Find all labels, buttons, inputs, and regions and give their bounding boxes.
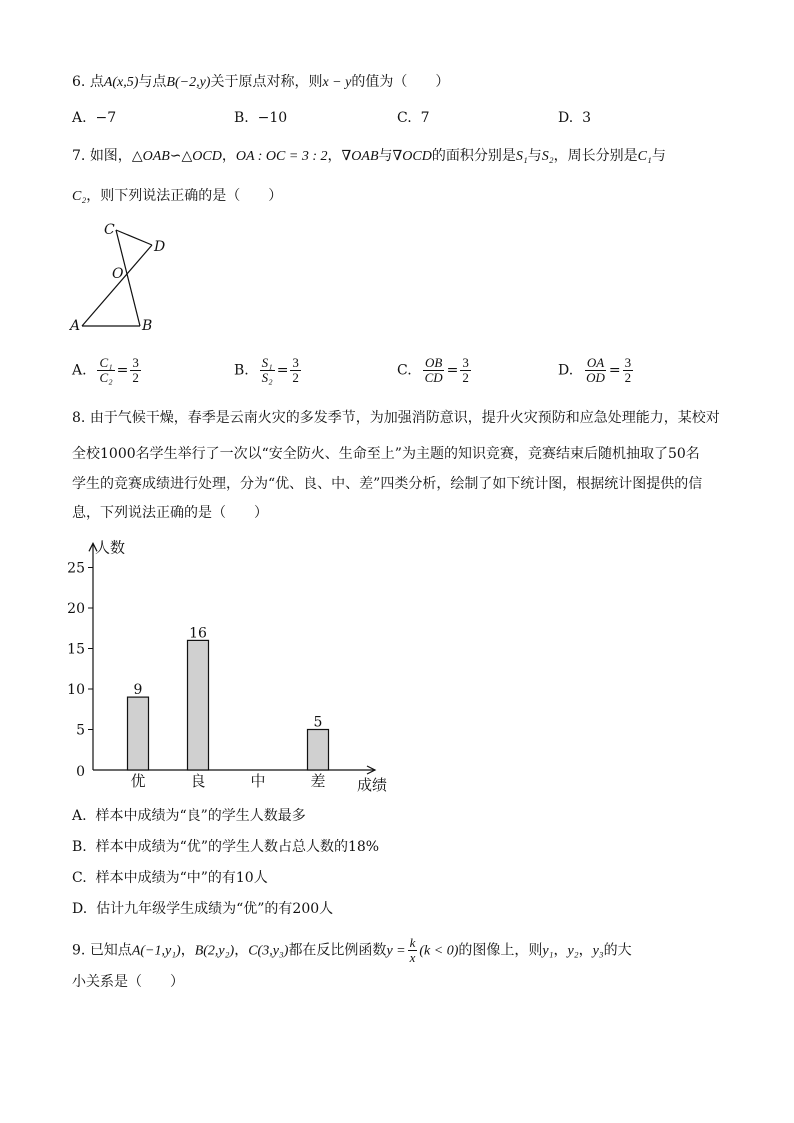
x-tick-label: 优 [130,772,146,790]
label-d: D [154,239,166,255]
q6-option-a: A. −7 [72,110,117,126]
bar-data-label: 16 [189,625,207,642]
label-c: C [104,222,115,238]
q9-stem-line1: 9. 已知点A(−1,y₁)，B(2,y₂)，C(3,y₃)都在反比例函数y = $\frac{k}{x}$ (k < 0)的图像上，则y₁，y₂，y₃的大 [72,935,632,965]
bar [308,730,329,771]
bar [128,697,149,770]
q8-stem-line2: 全校1000名学生举行了一次以“安全防火、生命至上”为主题的知识竞赛，竞赛结束后随机抽取了50名 [72,446,700,462]
label-o: O [112,266,124,282]
y-tick-label: 20 [67,601,85,617]
q8-stem-line1: 8. 由于气候干燥，春季是云南火灾的多发季节，为加强消防意识，提升火灾预防和应急处理能力，某校对 [72,410,720,426]
q8-option-a: A. 样本中成绩为“良”的学生人数最多 [72,808,306,824]
q8-number: 8. [72,410,86,426]
bar [188,640,209,770]
q7-option-a: A. $\frac{\text{C₁}}{\text{C₂}}$ = $\frac{3}{2}$ [72,355,139,385]
x-axis-label: 成绩 [357,776,388,794]
q9-stem-line2: 小关系是（ ） [72,974,184,990]
y-tick-label: 0 [76,764,85,780]
q7-number: 7. [72,148,86,164]
bar-data-label: 5 [313,714,323,731]
label-b: B [142,318,153,334]
q8-stem-line3: 学生的竞赛成绩进行处理，分为“优、良、中、差”四类分析，绘制了如下统计图，根据统计图提供的信 [72,476,703,492]
y-tick-label: 10 [67,682,85,698]
q6-option-b: B. −10 [234,110,288,126]
q6-number: 6. [72,74,86,90]
y-tick-label: 5 [76,722,85,739]
q8-option-b: B. 样本中成绩为“优”的学生人数占总人数的18% [72,839,380,855]
q9-number: 9. [72,942,86,959]
y-axis-label: 人数 [95,538,126,557]
q8-option-d: D. 估计九年级学生成绩为“优”的有200人 [72,901,334,917]
q6-option-c: C. 7 [397,110,430,126]
q7-stem-line1: 7. 如图，△OAB∽△OCD，OA : OC = 3 : 2，∇OAB与∇OCD的面积分别是S₁与S₂，周长分别是C₁与 [72,148,666,164]
q8-option-c: C. 样本中成绩为“中”的有10人 [72,870,268,886]
y-tick-label: 15 [67,641,85,658]
x-tick-label: 中 [250,772,266,790]
x-tick-label: 差 [310,772,326,790]
q9-fraction-k-over-x: $\frac{k}{x}$ [409,935,416,965]
q6-option-d: D. 3 [558,110,592,126]
q7-option-d: D. $\frac{OA}{OD}$ = $\frac{3}{2}$ [558,355,632,385]
q7-option-c: C. $\frac{OB}{CD}$ = $\frac{3}{2}$ [397,355,469,385]
bar-data-label: 9 [133,682,143,699]
q6-stem: 6. 点A(x,5)与点B(−2,y)关于原点对称，则x − y的值为（ ） [72,74,450,90]
q7-stem-line2: C₂，则下列说法正确的是（ ） [72,188,283,204]
label-a: A [70,318,81,334]
x-tick-label: 良 [190,772,206,790]
q8-stem-line4: 息，下列说法正确的是（ ） [72,505,268,521]
q7-option-b: B. $\frac{\text{S₁}}{\text{S₂}}$ = $\frac{3}{2}$ [234,355,299,385]
y-tick-label: 25 [67,560,85,577]
